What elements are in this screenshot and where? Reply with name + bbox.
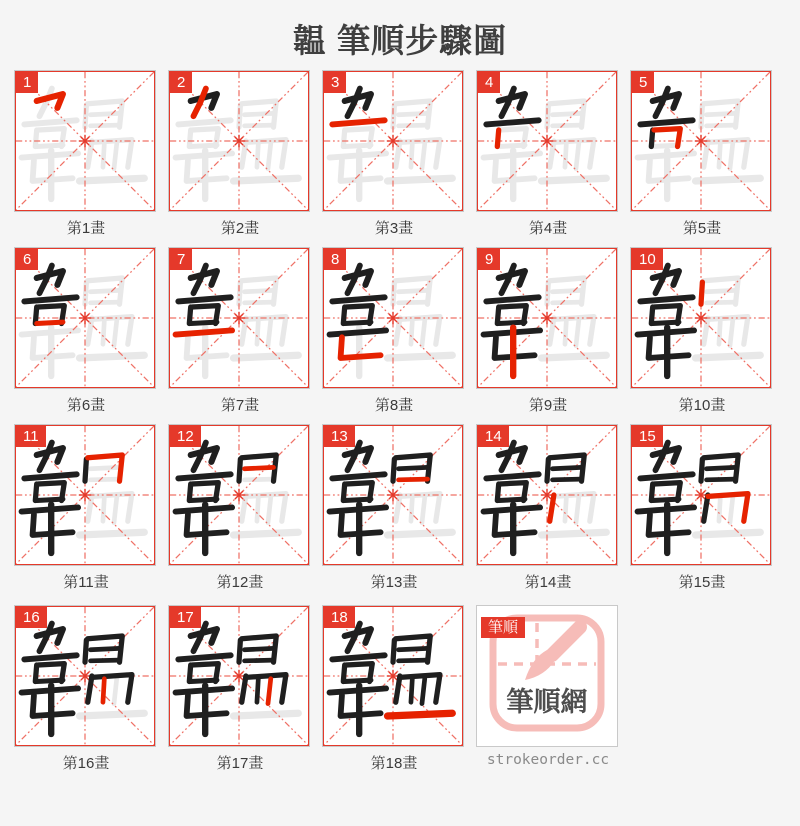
logo-site-name: 筆順網: [506, 687, 588, 717]
stroke-cell-3: [322, 70, 466, 235]
stroke-cell-13: [322, 424, 466, 589]
page-title: 韞 筆順步驟圖: [292, 22, 508, 59]
stroke-cell-2: [168, 70, 312, 235]
stroke-number-badge: 5: [632, 72, 654, 93]
stroke-cell-16: [14, 605, 158, 770]
stroke-label: 第14畫: [524, 574, 572, 591]
stroke-label: 第9畫: [528, 397, 568, 414]
stroke-number-badge: 7: [170, 249, 192, 270]
stroke-number-badge: 4: [478, 72, 500, 93]
logo-badge: 筆順: [481, 617, 525, 638]
stroke-cell-7: [168, 247, 312, 412]
stroke-number-badge: 8: [324, 249, 346, 270]
brush-icon: [525, 627, 580, 680]
stroke-cell-17: [168, 605, 312, 770]
stroke-label: 第15畫: [678, 574, 726, 591]
stroke-number-badge: 3: [324, 72, 346, 93]
stroke-cell-11: [14, 424, 158, 589]
stroke-label: 第11畫: [63, 574, 109, 591]
stroke-cell-18: [322, 605, 466, 770]
stroke-number-badge: 9: [478, 249, 500, 270]
stroke-number-badge: 16: [16, 607, 47, 628]
drawn-strokes: [640, 89, 692, 147]
stroke-cell-6: [14, 247, 158, 412]
stroke-label: 第13畫: [370, 574, 418, 591]
stroke-cell-10: [630, 247, 774, 412]
stroke-label: 第4畫: [528, 220, 568, 237]
stroke-number-badge: 12: [170, 426, 201, 447]
stroke-label: 第17畫: [216, 755, 264, 772]
stroke-label: 第10畫: [678, 397, 726, 414]
stroke-number-badge: 6: [16, 249, 38, 270]
stroke-label: 第12畫: [216, 574, 264, 591]
drawn-strokes: [24, 266, 76, 324]
stroke-cell-9: [476, 247, 620, 412]
stroke-label: 第6畫: [66, 397, 106, 414]
stroke-number-badge: 18: [324, 607, 355, 628]
grid-row-3: [14, 424, 800, 589]
drawn-strokes: [484, 266, 541, 376]
stroke-label: 第7畫: [220, 397, 260, 414]
stroke-number-badge: 13: [324, 426, 355, 447]
drawn-strokes: [176, 266, 233, 335]
stroke-cell-1: [14, 70, 158, 235]
stroke-label: 第8畫: [374, 397, 414, 414]
stroke-number-badge: 10: [632, 249, 663, 270]
stroke-label: 第18畫: [370, 755, 418, 772]
stroke-grid: [14, 70, 800, 770]
stroke-number-badge: 17: [170, 607, 201, 628]
grid-row-2: [14, 247, 800, 412]
stroke-number-badge: 14: [478, 426, 509, 447]
stroke-label: 第5畫: [682, 220, 722, 237]
stroke-cell-4: [476, 70, 620, 235]
stroke-number-badge: 1: [16, 72, 38, 93]
stroke-label: 第16畫: [62, 755, 110, 772]
stroke-number-badge: 2: [170, 72, 192, 93]
stroke-number-badge: 15: [632, 426, 663, 447]
stroke-label: 第1畫: [66, 220, 106, 237]
grid-row-4: [14, 605, 800, 770]
drawn-strokes: [486, 89, 538, 147]
stroke-label: 第2畫: [220, 220, 260, 237]
stroke-label: 第3畫: [374, 220, 414, 237]
stroke-cell-14: [476, 424, 620, 589]
stroke-cell-8: [322, 247, 466, 412]
stroke-cell-12: [168, 424, 312, 589]
stroke-cell-15: [630, 424, 774, 589]
grid-row-1: [14, 70, 800, 235]
stroke-number-badge: 11: [16, 426, 46, 447]
site-url[interactable]: strokeorder.cc: [486, 752, 610, 768]
drawn-strokes: [191, 89, 217, 117]
drawn-strokes: [332, 89, 384, 125]
logo-cell[interactable]: [476, 605, 620, 770]
stroke-cell-5: [630, 70, 774, 235]
